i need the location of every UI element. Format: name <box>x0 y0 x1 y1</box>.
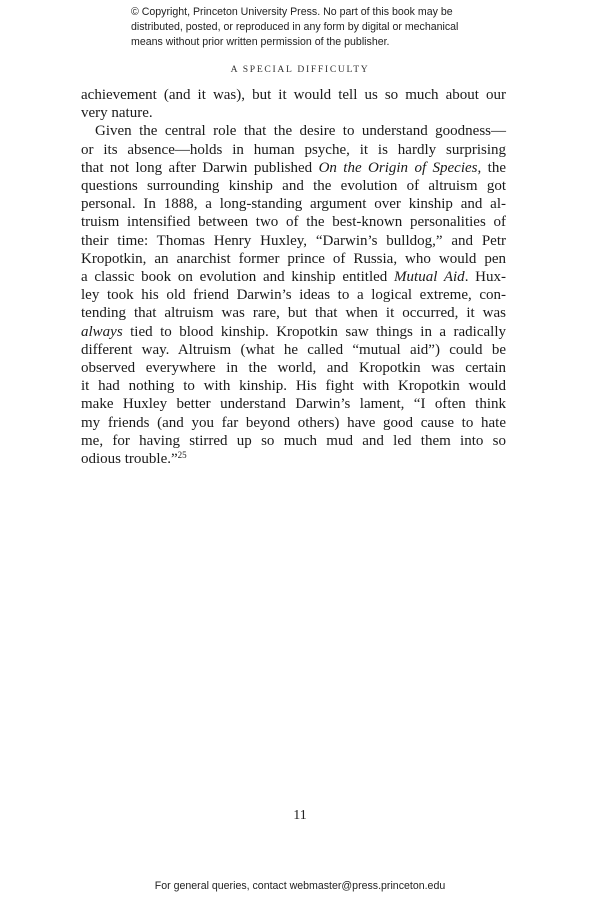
body-line: their time: Thomas Henry Huxley, “Darwin’s bulldog,” and Petr <box>81 232 506 249</box>
text-run: tied to blood kinship. Kropotkin saw things in a radically <box>122 323 506 340</box>
body-line: make Huxley better understand Darwin’s lament, “I often think <box>81 396 506 413</box>
copyright-line: distributed, posted, or reproduced in any form by digital or mechanical <box>131 21 459 34</box>
text-run: a classic book on evolution and kinship entitled <box>81 269 395 286</box>
body-line: me, for having stirred up so much mud and led them into so <box>81 432 506 449</box>
footnote-marker: 25 <box>177 450 187 461</box>
body-line <box>81 159 506 177</box>
body-line: it had nothing to with kinship. His fight with Kropotkin would <box>81 378 506 395</box>
copyright-line: © Copyright, Princeton University Press. No part of this book may be <box>131 6 453 18</box>
body-line: tending that altruism was rare, but that when it occurred, it was <box>81 305 506 322</box>
body-line <box>81 450 506 468</box>
copyright-line: means without prior written permission of the publisher. <box>131 36 390 49</box>
body-line: truism intensified between two of the best-known personalities of <box>81 214 506 231</box>
body-text <box>81 86 506 468</box>
text-run: that not long after Darwin published <box>81 159 319 176</box>
body-line: different way. Altruism (what he called “mutual aid”) could be <box>81 341 506 358</box>
body-line <box>81 268 506 286</box>
running-head: A SPECIAL DIFFICULTY <box>230 64 370 75</box>
page-number: 11 <box>293 808 307 823</box>
body-line: or its absence—holds in human psyche, it is hardly surprising <box>81 141 506 158</box>
body-line: personal. In 1888, a long-standing argument over kinship and al- <box>81 196 506 213</box>
book-title-italic: Mutual Aid <box>394 269 465 286</box>
body-line <box>81 323 506 341</box>
body-line: my friends (and you far beyond others) have good cause to hate <box>81 414 506 431</box>
body-line: ley took his old friend Darwin’s ideas to a logical extreme, con- <box>81 287 506 304</box>
body-line: observed everywhere in the world, and Kropotkin was certain <box>81 360 506 377</box>
text-run: , the <box>477 159 506 176</box>
body-line: questions surrounding kinship and the evolution of altruism got <box>81 178 506 195</box>
book-title-italic: On the Origin of Species <box>318 159 478 176</box>
body-line: Kropotkin, an anarchist former prince of Russia, who would pen <box>81 250 506 267</box>
body-line: very nature. <box>81 105 153 122</box>
footer-contact: For general queries, contact webmaster@press.princeton.edu <box>154 880 446 892</box>
text-run: odious trouble.” <box>81 451 178 468</box>
text-run: . Hux- <box>464 269 507 286</box>
body-line: achievement (and it was), but it would tell us so much about our <box>81 87 506 103</box>
copyright-notice <box>131 5 491 51</box>
body-line: Given the central role that the desire to understand goodness— <box>95 123 506 140</box>
emphasis-italic: always <box>81 323 123 340</box>
